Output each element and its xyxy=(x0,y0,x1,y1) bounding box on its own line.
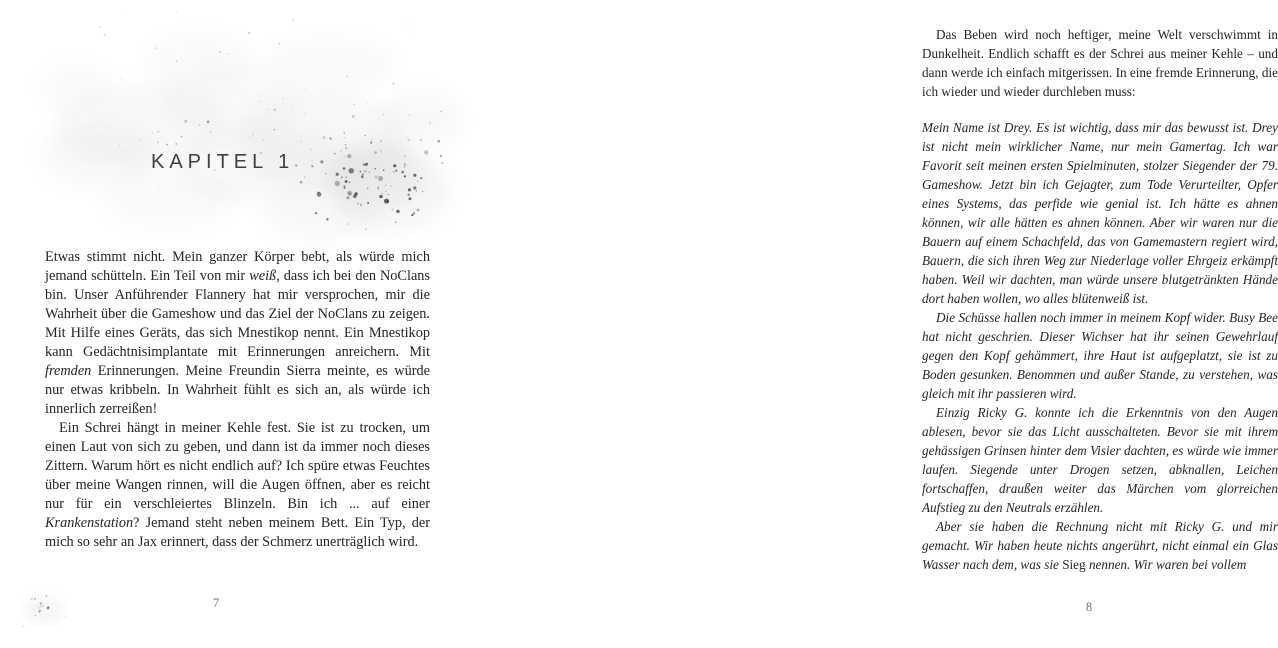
page-left xyxy=(0,0,452,648)
page-number-left: 7 xyxy=(212,596,220,610)
text-segment: fremden xyxy=(45,363,92,379)
page-right xyxy=(452,0,1278,648)
text-segment: Einzig Ricky G. konnte ich die Erkenntnis von den Augen ablesen, bevor sie das Licht ausschalteten. Bevor sie mit ihrem gehässigen Grinsen hinter dem Visier dachten, es würde wie immer laufen. Siegende unter Drogen setzen, abknallen, Leichen fortschaffen, draußen weiter das Märchen vom glorreichen Aufstieg zu den Neutrals erzählen. xyxy=(922,405,1278,515)
page-number-right: 8 xyxy=(1085,600,1093,614)
text-segment: weiß xyxy=(249,268,277,284)
paragraph xyxy=(922,118,1278,308)
text-segment: Erinnerungen. Meine Freundin Sierra meinte, es würde nur etwas kribbeln. In Wahrheit fühlt es sich an, als würde ich innerlich zerreißen! xyxy=(45,363,430,417)
text-segment: Mein Name ist Drey. Es ist wichtig, dass mir das bewusst ist. Drey ist nicht mein wirklicher Name, nur mein Gamertag. Ich war Favorit seit meinen ersten Spielminuten, stolzer Siegender der 79. Gameshow. Jetzt bin ich Gejagter, zum Tode Verurteilter, Opfer eines Systems, das perfide wie genial ist. Ich hätte es ahnen können, wir alle hätten es ahnen können. Aber wir waren nur die Bauern auf einem Schachfeld, das von Gamemastern regiert wird, Bauern, die sich ihren Weg zur Niederlage voller Ehrgeiz erkämpft haben. Weil wir dachten, man würde unsere blutgetränkten Hände dort haben wollen, wo alles blütenweiß ist. xyxy=(922,120,1278,306)
text-segment: , dass ich bei den NoClans bin. Unser Anführender Flannery hat mir versprochen, mir die Wahrheit über die Gameshow und das Ziel der NoClans zu zeigen. Mit Hilfe eines Geräts, das sich Mnestikop nennt. Ein Mnestikop kann Gedächtnisimplantate mit Erinnerungen anreichern. Mit xyxy=(45,268,431,360)
paragraph xyxy=(45,248,430,419)
text-segment: Ein Schrei hängt in meiner Kehle fest. Sie ist zu trocken, um einen Laut von sich zu geben, und dann ist da immer noch dieses Zittern. Warum hört es nicht endlich auf? Ich spüre etwas Feuchtes über meine Wangen rinnen, will die Augen öffnen, aber es reicht nur für ein verschleiertes Blinzeln. Bin ich ... auf einer xyxy=(45,420,430,512)
text-segment: Sieg xyxy=(1062,557,1086,572)
right-text-column xyxy=(922,25,1278,574)
text-segment: Das Beben wird noch heftiger, meine Welt verschwimmt in Dunkelheit. Endlich schafft es der Schrei aus meiner Kehle – und dann werde ich einfach mitgerissen. In eine fremde Erinnerung, die ich wieder und wieder durchleben muss: xyxy=(922,27,1278,99)
paragraph xyxy=(922,308,1278,403)
ink-splatter-decoration xyxy=(20,0,450,248)
paragraph xyxy=(45,419,430,552)
text-segment: Etwas stimmt nicht. Mein ganzer Körper bebt, als würde mich jemand schütteln. Ein Teil von mir xyxy=(45,249,430,284)
text-segment: Krankenstation xyxy=(45,515,134,531)
paragraph xyxy=(922,517,1278,574)
paragraph xyxy=(922,403,1278,517)
paragraph xyxy=(922,25,1278,101)
text-segment: Die Schüsse hallen noch immer in meinem Kopf wider. Busy Bee hat nicht geschrien. Dieser Wichser hat ihr seinen Gewehrlauf gegen den Kopf gehämmert, ihre Haut ist aufgeplatzt, sie ist zu Boden gesunken. Benommen und außer Stande, zu verstehen, was gleich mit ihr passieren wird. xyxy=(922,310,1278,401)
text-segment: Aber sie haben die Rechnung nicht mit Ricky G. und mir gemacht. Wir haben heute nichts angerührt, nicht einmal ein Glas Wasser nach dem, was sie xyxy=(922,519,1278,572)
text-segment: ? Jemand steht neben meinem Bett. Ein Typ, der mich so sehr an Jax erinnert, dass der Schmerz unerträglich wird. xyxy=(45,515,430,550)
chapter-heading: KAPITEL 1 xyxy=(151,151,295,173)
corner-splatter-decoration xyxy=(8,582,93,644)
text-segment: nennen. Wir waren bei vollem xyxy=(1085,557,1247,572)
left-text-column xyxy=(45,248,430,552)
